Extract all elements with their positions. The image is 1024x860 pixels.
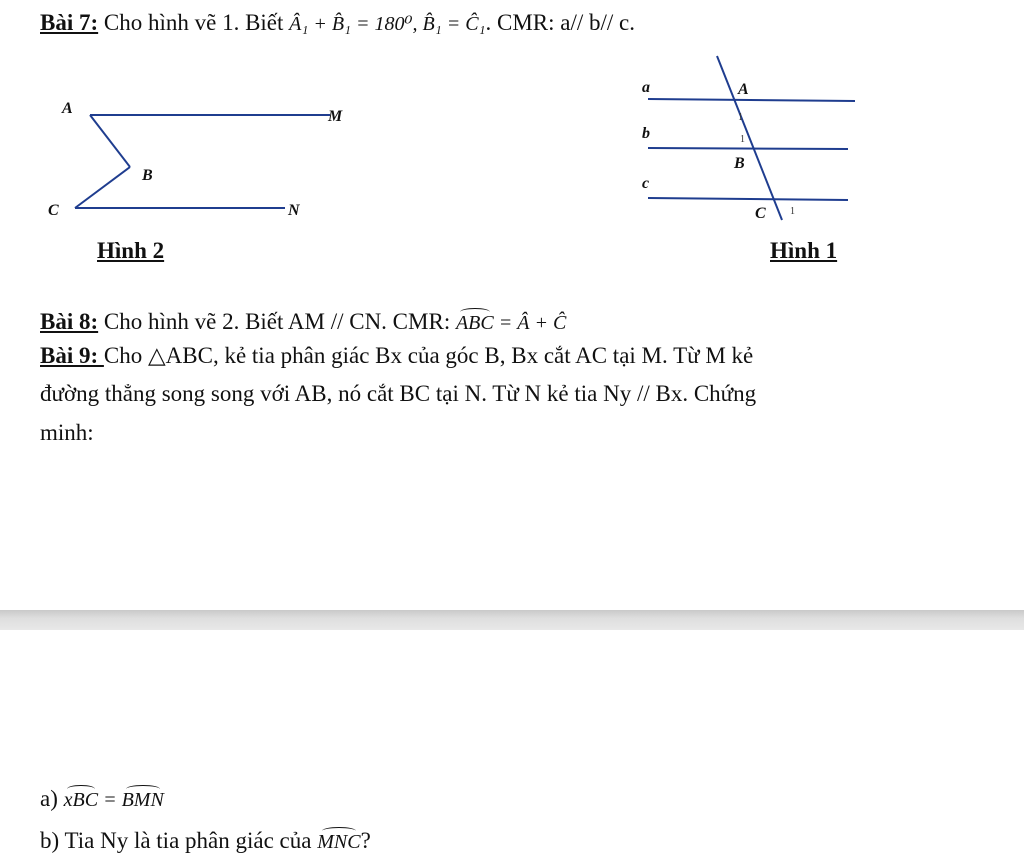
hinh1-label-A: A: [738, 81, 749, 98]
line-b: [648, 148, 848, 149]
hinh2-label-b: B: [142, 167, 153, 184]
bai9-label: Bài 9:: [40, 343, 104, 368]
bai7-formula: Â₁ + B̂₁ = 180⁰, B̂₁ = Ĉ₁: [289, 13, 486, 35]
line-a: [648, 99, 855, 101]
hinh1-label-B: B: [734, 155, 745, 172]
hinh2-figure: [30, 85, 370, 235]
hinh2-caption: Hình 2: [97, 238, 165, 263]
hinh2-label-n: N: [288, 202, 300, 219]
hinh2-label-c: C: [48, 202, 59, 219]
hinh1-caption: Hình 1: [770, 238, 838, 263]
bai8-label: Bài 8:: [40, 309, 99, 334]
part-b-suffix: ?: [360, 828, 371, 853]
hinh1-angle-b1: 1: [740, 134, 745, 145]
page-separator: [0, 610, 1024, 630]
part-b-line: [40, 826, 371, 857]
hinh1-angle-c1: 1: [790, 206, 795, 217]
bai8-eq: = Â + Ĉ: [493, 312, 567, 334]
part-a-prefix: a): [40, 786, 64, 811]
hinh2-label-a: A: [62, 100, 73, 117]
part-a-eq: =: [98, 789, 122, 811]
bai9-line1: [40, 341, 753, 371]
hinh1-label-C: C: [755, 205, 766, 222]
bai9-line3: minh:: [40, 420, 94, 445]
hinh2-label-m: M: [328, 108, 343, 125]
bai7-text-a: Cho hình vẽ 1. Biết: [98, 10, 290, 35]
line-c: [648, 198, 848, 200]
hinh1-label-a: a: [642, 79, 650, 96]
bai7-line: [40, 8, 635, 39]
bai8-angle-abc: ABC: [456, 308, 494, 338]
hinh1-label-b: b: [642, 125, 650, 142]
bai8-text-a: Cho hình vẽ 2. Biết AM // CN. CMR:: [98, 309, 456, 334]
bai7-text-b: . CMR: a// b// c.: [485, 10, 635, 35]
bai8-line: [40, 307, 566, 338]
hinh1-angle-a1: 1: [738, 112, 743, 123]
part-a-line: [40, 784, 164, 815]
bai7-label: Bài 7:: [40, 10, 99, 35]
part-b-prefix: b) Tia Ny là tia phân giác của: [40, 828, 318, 853]
line-ab: [90, 115, 130, 167]
hinh1-label-c: c: [642, 175, 650, 192]
hinh1-figure: [620, 50, 880, 230]
transversal-line: [717, 56, 782, 220]
part-a-angle-xbc: xBC: [64, 785, 98, 815]
line-bc: [75, 167, 130, 208]
bai9-line2: đường thẳng song song với AB, nó cắt BC tại N. Từ N kẻ tia Ny // Bx. Chứng: [40, 381, 757, 406]
part-a-angle-bmn: BMN: [122, 785, 164, 815]
bai9-text-1: Cho △ABC, kẻ tia phân giác Bx của góc B, Bx cắt AC tại M. Từ M kẻ: [103, 343, 754, 368]
part-b-angle-mnc: MNC: [317, 827, 360, 857]
